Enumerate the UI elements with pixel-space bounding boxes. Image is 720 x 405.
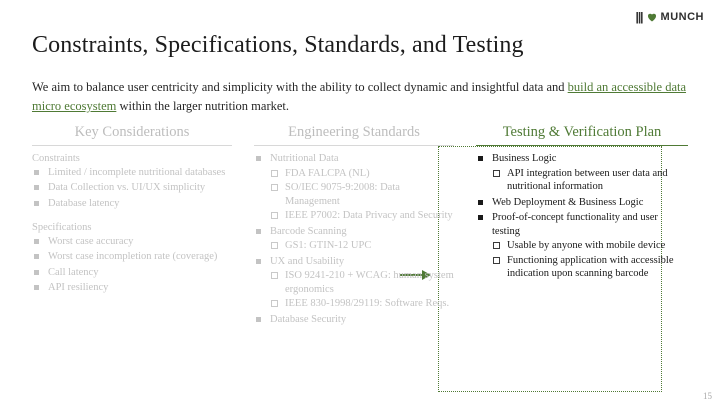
list-item-label: Business Logic xyxy=(492,153,557,164)
sublist-item-label: Functioning application with accessible indication upon scanning barcode xyxy=(507,254,674,279)
intro-text-after: within the larger nutrition market. xyxy=(116,99,290,113)
square-bullet-icon xyxy=(34,285,39,290)
columns-container xyxy=(32,124,688,394)
list-item xyxy=(32,166,232,180)
list-testing-plan xyxy=(476,152,688,281)
logo-bars-icon: ||| xyxy=(635,10,643,24)
sublist-item xyxy=(492,239,688,253)
list-item-label: Worst case incompletion rate (coverage) xyxy=(48,251,218,262)
sublist-item xyxy=(270,297,454,311)
square-bullet-icon xyxy=(34,254,39,259)
hollow-bullet-icon xyxy=(271,242,278,249)
column-key-considerations xyxy=(32,124,232,297)
square-bullet-icon xyxy=(34,239,39,244)
sublist-item xyxy=(270,181,454,208)
list-item-label: Barcode Scanning xyxy=(270,225,347,237)
square-bullet-icon xyxy=(478,156,483,161)
square-bullet-icon xyxy=(256,317,261,322)
list-specifications xyxy=(32,235,232,295)
hollow-bullet-icon xyxy=(271,212,278,219)
square-bullet-icon xyxy=(256,229,261,234)
sublist xyxy=(270,167,454,223)
list-item xyxy=(254,255,454,311)
intro-link[interactable]: build an accessible data micro ecosystem xyxy=(32,80,687,113)
list-item xyxy=(32,281,232,295)
sublist-item-label: Usable by anyone with mobile device xyxy=(507,240,666,251)
list-item-label: Database latency xyxy=(48,197,120,209)
list-item-label: Limited / incomplete nutritional databases xyxy=(48,166,226,178)
square-bullet-icon xyxy=(34,270,39,275)
group-specifications xyxy=(32,221,232,295)
list-item-label: API resiliency xyxy=(48,282,109,293)
sublist-item xyxy=(492,167,688,194)
sublist xyxy=(270,239,454,253)
list-item-label: Worst case accuracy xyxy=(48,235,134,247)
list-item-label: Web Deployment & Business Logic xyxy=(492,196,644,208)
column-body-key-considerations xyxy=(32,152,232,295)
hollow-bullet-icon xyxy=(493,170,500,177)
list-item xyxy=(32,266,232,280)
list-item-label: Database Security xyxy=(270,313,347,325)
hollow-bullet-icon xyxy=(271,184,278,191)
square-bullet-icon xyxy=(34,170,39,175)
column-testing-verification-plan xyxy=(476,124,688,283)
list-item xyxy=(254,152,454,223)
column-body-engineering-standards xyxy=(254,152,454,326)
page-title: Constraints, Specifications, Standards, and Testing xyxy=(32,32,524,58)
square-bullet-icon xyxy=(34,185,39,190)
sublist xyxy=(270,269,454,311)
list-item xyxy=(476,211,688,281)
square-bullet-icon xyxy=(256,156,261,161)
spacer xyxy=(32,212,232,221)
list-item xyxy=(32,181,232,195)
list-item xyxy=(254,225,454,253)
list-item-label: Proof-of-concept functionality and user testing xyxy=(492,212,658,237)
list-item xyxy=(32,197,232,211)
column-body-testing-verification-plan xyxy=(476,152,688,281)
hollow-bullet-icon xyxy=(271,170,278,177)
intro-text-before: We aim to balance user centricity and simplicity with the ability to collect dynamic and insightful data and xyxy=(32,80,568,94)
column-heading-key-considerations: Key Considerations xyxy=(32,124,232,146)
square-bullet-icon xyxy=(256,259,261,264)
column-heading-testing-verification-plan: Testing & Verification Plan xyxy=(476,124,688,146)
list-item-label: Call latency xyxy=(48,266,99,278)
list-item xyxy=(32,250,232,264)
sublist-item-label: FDA FALCPA (NL) xyxy=(285,167,370,179)
sublist-item xyxy=(270,209,454,223)
group-label-specifications: Specifications xyxy=(32,222,92,233)
sublist xyxy=(492,167,688,194)
sublist-item-label: API integration between user data and nutritional information xyxy=(507,167,668,192)
list-item xyxy=(476,152,688,194)
list-constraints xyxy=(32,166,232,211)
list-item-label: Data Collection vs. UI/UX simplicity xyxy=(48,182,206,193)
heart-icon xyxy=(646,11,658,23)
sublist-item xyxy=(270,167,454,181)
sublist-item-label: IEEE 830-1998/29119: Software Reqs. xyxy=(285,298,450,309)
brand-name: MUNCH xyxy=(660,11,704,23)
hollow-bullet-icon xyxy=(493,242,500,249)
sublist-item xyxy=(270,269,454,296)
brand-logo xyxy=(635,10,704,24)
hollow-bullet-icon xyxy=(493,257,500,264)
sublist-item-label: IEEE P7002: Data Privacy and Security xyxy=(285,210,453,221)
column-heading-engineering-standards: Engineering Standards xyxy=(254,124,454,146)
hollow-bullet-icon xyxy=(271,300,278,307)
square-bullet-icon xyxy=(34,201,39,206)
list-item xyxy=(32,235,232,249)
sublist-item xyxy=(270,239,454,253)
square-bullet-icon xyxy=(478,200,483,205)
page-number: 15 xyxy=(703,391,712,401)
group-label-constraints: Constraints xyxy=(32,153,80,164)
intro-paragraph xyxy=(32,78,688,116)
sublist-item-label: SO/IEC 9075-9:2008: Data Management xyxy=(285,182,400,207)
list-item xyxy=(254,313,454,327)
list-engineering-standards xyxy=(254,152,454,326)
list-item-label: Nutritional Data xyxy=(270,153,339,164)
group-constraints xyxy=(32,152,232,210)
sublist-item-label: GS1: GTIN-12 UPC xyxy=(285,240,372,251)
sublist-item xyxy=(492,254,688,281)
list-item xyxy=(476,196,688,210)
sublist-item-label: ISO 9241-210 + WCAG: human system ergonomics xyxy=(285,270,454,295)
list-item-label: UX and Usability xyxy=(270,255,345,267)
sublist xyxy=(492,239,688,281)
column-engineering-standards xyxy=(254,124,454,328)
hollow-bullet-icon xyxy=(271,272,278,279)
square-bullet-icon xyxy=(478,215,483,220)
